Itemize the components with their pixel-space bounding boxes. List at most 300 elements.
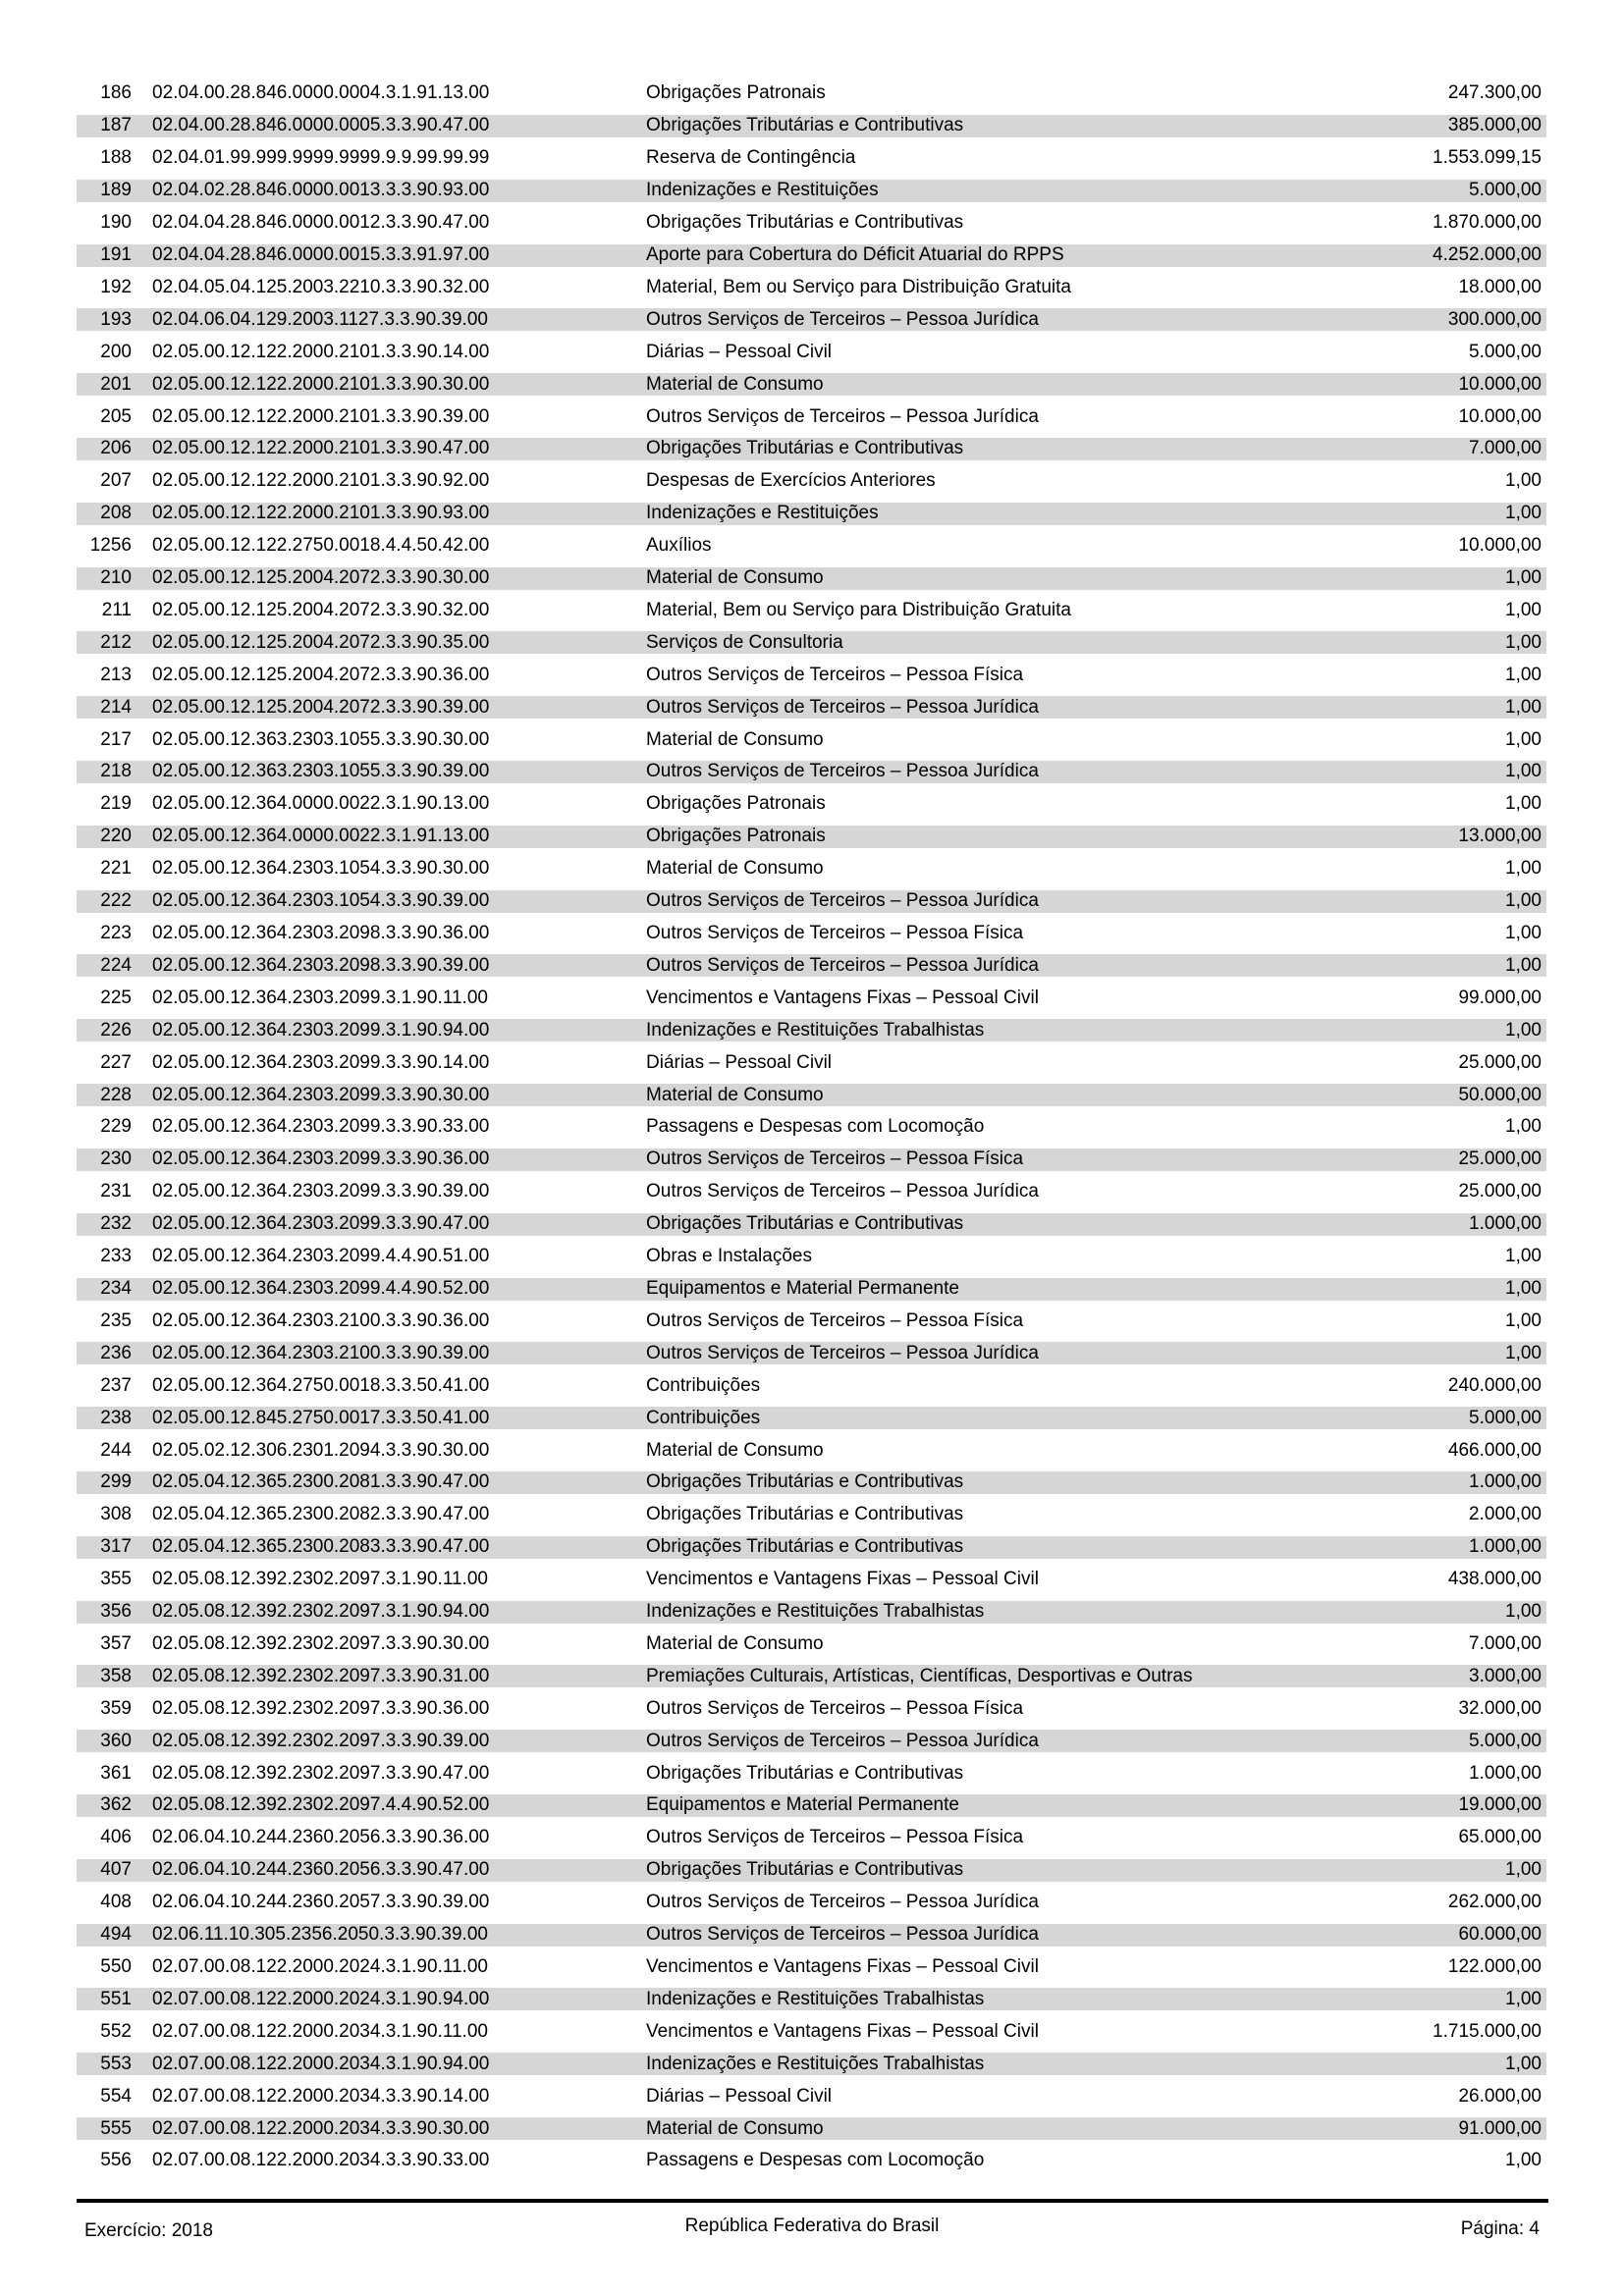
value-cell: 60.000,00 <box>1458 1924 1542 1946</box>
row-number-cell: 220 <box>100 826 132 847</box>
value-cell: 25.000,00 <box>1458 1148 1542 1170</box>
budget-code-cell: 02.04.02.28.846.0000.0013.3.3.90.93.00 <box>152 180 490 201</box>
budget-code-cell: 02.05.08.12.392.2302.2097.3.3.90.36.00 <box>152 1697 490 1719</box>
budget-code-cell: 02.05.00.12.363.2303.1055.3.3.90.30.00 <box>152 728 490 750</box>
description-cell: Material de Consumo <box>646 728 824 750</box>
budget-code-cell: 02.05.00.12.364.2303.2099.4.4.90.52.00 <box>152 1277 490 1299</box>
row-number-cell: 552 <box>100 2020 132 2042</box>
value-cell: 10.000,00 <box>1458 405 1542 427</box>
row-number-cell: 210 <box>100 567 132 589</box>
table-row <box>77 1983 1546 2015</box>
budget-code-cell: 02.05.00.12.364.0000.0022.3.1.90.13.00 <box>152 793 490 815</box>
description-cell: Indenizações e Restituições Trabalhistas <box>646 1019 985 1041</box>
row-number-cell: 238 <box>100 1407 132 1428</box>
description-cell: Material de Consumo <box>646 373 824 395</box>
description-cell: Outros Serviços de Terceiros – Pessoa Jurídica <box>646 1181 1039 1202</box>
row-number-cell: 358 <box>100 1665 132 1686</box>
row-number-cell: 214 <box>100 696 132 718</box>
row-number-cell: 235 <box>100 1309 132 1331</box>
row-number-cell: 362 <box>100 1794 132 1816</box>
description-cell: Despesas de Exercícios Anteriores <box>646 470 936 492</box>
budget-code-cell: 02.05.02.12.306.2301.2094.3.3.90.30.00 <box>152 1439 490 1461</box>
row-number-cell: 408 <box>100 1892 132 1913</box>
budget-code-cell: 02.05.00.12.364.2303.2099.3.1.90.94.00 <box>152 1019 490 1041</box>
row-number-cell: 224 <box>100 954 132 976</box>
budget-code-cell: 02.05.08.12.392.2302.2097.3.1.90.11.00 <box>152 1569 488 1590</box>
budget-code-cell: 02.05.00.12.364.2303.2100.3.3.90.39.00 <box>152 1342 490 1363</box>
table-row <box>77 1564 1546 1596</box>
description-cell: Equipamentos e Material Permanente <box>646 1794 959 1816</box>
table-row <box>77 336 1546 368</box>
table-row <box>77 1305 1546 1337</box>
table-row <box>77 659 1546 691</box>
budget-code-cell: 02.07.00.08.122.2000.2034.3.1.90.11.00 <box>152 2020 488 2042</box>
row-number-cell: 186 <box>100 82 132 104</box>
description-cell: Indenizações e Restituições <box>646 180 879 201</box>
table-row <box>77 433 1546 465</box>
description-cell: Obrigações Tributárias e Contributivas <box>646 438 964 459</box>
value-cell: 1,00 <box>1505 664 1542 685</box>
table-row <box>77 1919 1546 1951</box>
row-number-cell: 229 <box>100 1116 132 1138</box>
budget-code-cell: 02.05.00.12.125.2004.2072.3.3.90.39.00 <box>152 696 490 718</box>
row-number-cell: 187 <box>100 115 132 136</box>
description-cell: Obrigações Tributárias e Contributivas <box>646 1471 964 1493</box>
budget-code-cell: 02.05.00.12.364.2303.2099.4.4.90.51.00 <box>152 1246 490 1267</box>
value-cell: 25.000,00 <box>1458 1181 1542 1202</box>
description-cell: Outros Serviços de Terceiros – Pessoa Jurídica <box>646 405 1039 427</box>
value-cell: 438.000,00 <box>1447 1569 1542 1590</box>
table-row <box>77 853 1546 885</box>
budget-code-cell: 02.05.00.12.364.2303.1054.3.3.90.30.00 <box>152 858 490 880</box>
row-number-cell: 1256 <box>89 535 132 557</box>
value-cell: 1.000,00 <box>1469 1536 1542 1558</box>
description-cell: Outros Serviços de Terceiros – Pessoa Jurídica <box>646 696 1039 718</box>
row-number-cell: 317 <box>100 1536 132 1558</box>
budget-code-cell: 02.05.00.12.364.2303.2100.3.3.90.36.00 <box>152 1309 490 1331</box>
budget-code-cell: 02.05.00.12.125.2004.2072.3.3.90.35.00 <box>152 631 490 653</box>
footer-divider <box>77 2199 1548 2203</box>
budget-code-cell: 02.07.00.08.122.2000.2034.3.1.90.94.00 <box>152 2053 490 2074</box>
table-row <box>77 885 1546 918</box>
value-cell: 1,00 <box>1505 567 1542 589</box>
budget-code-cell: 02.05.00.12.364.2303.2098.3.3.90.36.00 <box>152 923 490 944</box>
description-cell: Contribuições <box>646 1374 761 1396</box>
budget-code-cell: 02.05.00.12.122.2750.0018.4.4.50.42.00 <box>152 535 490 557</box>
budget-code-cell: 02.04.00.28.846.0000.0005.3.3.90.47.00 <box>152 115 490 136</box>
budget-code-cell: 02.05.00.12.122.2000.2101.3.3.90.30.00 <box>152 373 490 395</box>
budget-code-cell: 02.05.00.12.845.2750.0017.3.3.50.41.00 <box>152 1407 490 1428</box>
description-cell: Obras e Instalações <box>646 1246 812 1267</box>
row-number-cell: 236 <box>100 1342 132 1363</box>
row-number-cell: 299 <box>100 1471 132 1493</box>
description-cell: Material de Consumo <box>646 2117 824 2139</box>
table-row <box>77 207 1546 240</box>
table-row <box>77 303 1546 336</box>
table-row <box>77 918 1546 950</box>
description-cell: Aporte para Cobertura do Déficit Atuarial do RPPS <box>646 243 1064 265</box>
description-cell: Outros Serviços de Terceiros – Pessoa Física <box>646 1697 1024 1719</box>
description-cell: Outros Serviços de Terceiros – Pessoa Física <box>646 1309 1024 1331</box>
budget-code-cell: 02.05.00.12.125.2004.2072.3.3.90.32.00 <box>152 599 490 620</box>
table-row <box>77 1757 1546 1789</box>
description-cell: Material de Consumo <box>646 1439 824 1461</box>
table-row <box>77 1887 1546 1919</box>
row-number-cell: 201 <box>100 373 132 395</box>
budget-code-cell: 02.05.00.12.122.2000.2101.3.3.90.93.00 <box>152 503 490 524</box>
value-cell: 1,00 <box>1505 2150 1542 2171</box>
table-row <box>77 240 1546 272</box>
budget-code-cell: 02.06.11.10.305.2356.2050.3.3.90.39.00 <box>152 1924 488 1946</box>
table-row <box>77 1176 1546 1208</box>
table-row <box>77 368 1546 400</box>
description-cell: Material, Bem ou Serviço para Distribuição Gratuita <box>646 599 1071 620</box>
budget-code-cell: 02.05.00.12.122.2000.2101.3.3.90.47.00 <box>152 438 490 459</box>
description-cell: Outros Serviços de Terceiros – Pessoa Jurídica <box>646 1342 1039 1363</box>
budget-code-cell: 02.05.08.12.392.2302.2097.3.3.90.31.00 <box>152 1665 490 1686</box>
row-number-cell: 200 <box>100 341 132 362</box>
budget-table <box>77 78 1546 2177</box>
table-row <box>77 1369 1546 1402</box>
description-cell: Outros Serviços de Terceiros – Pessoa Jurídica <box>646 890 1039 912</box>
description-cell: Outros Serviços de Terceiros – Pessoa Física <box>646 1148 1024 1170</box>
row-number-cell: 359 <box>100 1697 132 1719</box>
row-number-cell: 234 <box>100 1277 132 1299</box>
budget-code-cell: 02.05.00.12.364.0000.0022.3.1.91.13.00 <box>152 826 490 847</box>
row-number-cell: 228 <box>100 1084 132 1105</box>
description-cell: Material de Consumo <box>646 567 824 589</box>
description-cell: Indenizações e Restituições Trabalhistas <box>646 2053 985 2074</box>
budget-code-cell: 02.05.00.12.122.2000.2101.3.3.90.39.00 <box>152 405 490 427</box>
value-cell: 1,00 <box>1505 1116 1542 1138</box>
budget-code-cell: 02.06.04.10.244.2360.2057.3.3.90.39.00 <box>152 1892 490 1913</box>
row-number-cell: 361 <box>100 1762 132 1784</box>
description-cell: Outros Serviços de Terceiros – Pessoa Jurídica <box>646 308 1039 330</box>
budget-code-cell: 02.07.00.08.122.2000.2024.3.1.90.94.00 <box>152 1988 490 2009</box>
description-cell: Auxílios <box>646 535 712 557</box>
budget-code-cell: 02.05.00.12.364.2303.2098.3.3.90.39.00 <box>152 954 490 976</box>
value-cell: 1.553.099,15 <box>1433 147 1542 169</box>
value-cell: 1,00 <box>1505 1019 1542 1041</box>
table-row <box>77 562 1546 595</box>
value-cell: 1.715.000,00 <box>1433 2020 1542 2042</box>
row-number-cell: 494 <box>100 1924 132 1946</box>
value-cell: 1.000,00 <box>1469 1213 1542 1235</box>
row-number-cell: 406 <box>100 1827 132 1848</box>
row-number-cell: 212 <box>100 631 132 653</box>
table-row <box>77 2015 1546 2048</box>
row-number-cell: 233 <box>100 1246 132 1267</box>
value-cell: 1,00 <box>1505 1342 1542 1363</box>
row-number-cell: 221 <box>100 858 132 880</box>
value-cell: 19.000,00 <box>1458 1794 1542 1816</box>
budget-code-cell: 02.05.04.12.365.2300.2081.3.3.90.47.00 <box>152 1471 490 1493</box>
description-cell: Indenizações e Restituições Trabalhistas <box>646 1601 985 1623</box>
description-cell: Outros Serviços de Terceiros – Pessoa Física <box>646 1827 1024 1848</box>
budget-code-cell: 02.05.00.12.364.2303.2099.3.1.90.11.00 <box>152 987 488 1008</box>
footer-page-label: Página: 4 <box>1460 2218 1540 2239</box>
table-row <box>77 2112 1546 2145</box>
description-cell: Material de Consumo <box>646 858 824 880</box>
description-cell: Outros Serviços de Terceiros – Pessoa Jurídica <box>646 1730 1039 1751</box>
description-cell: Indenizações e Restituições Trabalhistas <box>646 1988 985 2009</box>
table-row <box>77 1951 1546 1984</box>
row-number-cell: 193 <box>100 308 132 330</box>
table-row <box>77 626 1546 659</box>
table-row <box>77 1337 1546 1369</box>
table-row <box>77 465 1546 498</box>
budget-code-cell: 02.07.00.08.122.2000.2024.3.1.90.11.00 <box>152 1956 488 1978</box>
value-cell: 4.252.000,00 <box>1433 243 1542 265</box>
table-row <box>77 949 1546 982</box>
budget-code-cell: 02.05.00.12.364.2303.2099.3.3.90.30.00 <box>152 1084 490 1105</box>
budget-code-cell: 02.05.00.12.364.2303.1054.3.3.90.39.00 <box>152 890 490 912</box>
value-cell: 18.000,00 <box>1458 276 1542 297</box>
description-cell: Outros Serviços de Terceiros – Pessoa Jurídica <box>646 1892 1039 1913</box>
budget-code-cell: 02.07.00.08.122.2000.2034.3.3.90.33.00 <box>152 2150 490 2171</box>
footer-center-text: República Federativa do Brasil <box>684 2216 940 2236</box>
budget-code-cell: 02.05.00.12.364.2303.2099.3.3.90.33.00 <box>152 1116 490 1138</box>
description-cell: Material de Consumo <box>646 1084 824 1105</box>
table-row <box>77 1822 1546 1854</box>
value-cell: 50.000,00 <box>1458 1084 1542 1105</box>
value-cell: 99.000,00 <box>1458 987 1542 1008</box>
row-number-cell: 230 <box>100 1148 132 1170</box>
value-cell: 1,00 <box>1505 503 1542 524</box>
description-cell: Obrigações Tributárias e Contributivas <box>646 1504 964 1525</box>
value-cell: 5.000,00 <box>1469 180 1542 201</box>
value-cell: 1,00 <box>1505 858 1542 880</box>
value-cell: 1,00 <box>1505 728 1542 750</box>
budget-code-cell: 02.05.00.12.122.2000.2101.3.3.90.14.00 <box>152 341 490 362</box>
description-cell: Diárias – Pessoal Civil <box>646 2085 833 2107</box>
table-row <box>77 1531 1546 1564</box>
row-number-cell: 207 <box>100 470 132 492</box>
row-number-cell: 226 <box>100 1019 132 1041</box>
value-cell: 240.000,00 <box>1447 1374 1542 1396</box>
budget-code-cell: 02.05.08.12.392.2302.2097.4.4.90.52.00 <box>152 1794 490 1816</box>
budget-code-cell: 02.05.08.12.392.2302.2097.3.3.90.47.00 <box>152 1762 490 1784</box>
value-cell: 5.000,00 <box>1469 1730 1542 1751</box>
description-cell: Obrigações Tributárias e Contributivas <box>646 1536 964 1558</box>
table-row <box>77 1079 1546 1111</box>
description-cell: Material, Bem ou Serviço para Distribuição Gratuita <box>646 276 1071 297</box>
row-number-cell: 208 <box>100 503 132 524</box>
value-cell: 1,00 <box>1505 923 1542 944</box>
value-cell: 466.000,00 <box>1447 1439 1542 1461</box>
value-cell: 1,00 <box>1505 631 1542 653</box>
value-cell: 1,00 <box>1505 1859 1542 1881</box>
row-number-cell: 225 <box>100 987 132 1008</box>
table-row <box>77 1629 1546 1661</box>
description-cell: Obrigações Tributárias e Contributivas <box>646 115 964 136</box>
description-cell: Obrigações Patronais <box>646 826 826 847</box>
row-number-cell: 356 <box>100 1601 132 1623</box>
row-number-cell: 222 <box>100 890 132 912</box>
table-row <box>77 175 1546 207</box>
budget-code-cell: 02.05.00.12.364.2303.2099.3.3.90.47.00 <box>152 1213 490 1235</box>
row-number-cell: 553 <box>100 2053 132 2074</box>
table-row <box>77 1854 1546 1887</box>
value-cell: 3.000,00 <box>1469 1665 1542 1686</box>
footer-exercise-label: Exercício: 2018 <box>84 2220 213 2241</box>
table-row <box>77 271 1546 303</box>
value-cell: 1,00 <box>1505 793 1542 815</box>
table-row <box>77 1144 1546 1176</box>
table-row <box>77 1499 1546 1531</box>
description-cell: Passagens e Despesas com Locomoção <box>646 2150 985 2171</box>
value-cell: 1,00 <box>1505 761 1542 782</box>
row-number-cell: 237 <box>100 1374 132 1396</box>
budget-code-cell: 02.04.04.28.846.0000.0012.3.3.90.47.00 <box>152 212 490 234</box>
table-row <box>77 1111 1546 1144</box>
row-number-cell: 188 <box>100 147 132 169</box>
table-row <box>77 595 1546 627</box>
budget-code-cell: 02.06.04.10.244.2360.2056.3.3.90.36.00 <box>152 1827 490 1848</box>
value-cell: 385.000,00 <box>1447 115 1542 136</box>
description-cell: Outros Serviços de Terceiros – Pessoa Jurídica <box>646 954 1039 976</box>
row-number-cell: 555 <box>100 2117 132 2139</box>
value-cell: 65.000,00 <box>1458 1827 1542 1848</box>
value-cell: 247.300,00 <box>1447 82 1542 104</box>
table-row <box>77 142 1546 175</box>
row-number-cell: 211 <box>101 599 132 620</box>
budget-code-cell: 02.05.00.12.364.2303.2099.3.3.90.39.00 <box>152 1181 490 1202</box>
description-cell: Contribuições <box>646 1407 761 1428</box>
row-number-cell: 190 <box>100 212 132 234</box>
budget-code-cell: 02.05.00.12.364.2750.0018.3.3.50.41.00 <box>152 1374 490 1396</box>
row-number-cell: 227 <box>100 1051 132 1073</box>
row-number-cell: 551 <box>100 1988 132 2009</box>
row-number-cell: 360 <box>100 1730 132 1751</box>
value-cell: 1,00 <box>1505 954 1542 976</box>
value-cell: 13.000,00 <box>1458 826 1542 847</box>
row-number-cell: 355 <box>100 1569 132 1590</box>
budget-code-cell: 02.07.00.08.122.2000.2034.3.3.90.30.00 <box>152 2117 490 2139</box>
value-cell: 300.000,00 <box>1447 308 1542 330</box>
table-row <box>77 1046 1546 1079</box>
table-row <box>77 1725 1546 1757</box>
table-row <box>77 1660 1546 1692</box>
budget-code-cell: 02.04.06.04.129.2003.1127.3.3.90.39.00 <box>152 308 488 330</box>
table-row <box>77 691 1546 723</box>
description-cell: Outros Serviços de Terceiros – Pessoa Jurídica <box>646 761 1039 782</box>
row-number-cell: 550 <box>100 1956 132 1978</box>
table-row <box>77 530 1546 562</box>
budget-code-cell: 02.04.05.04.125.2003.2210.3.3.90.32.00 <box>152 276 490 297</box>
table-row <box>77 2048 1546 2080</box>
value-cell: 1.870.000,00 <box>1433 212 1542 234</box>
value-cell: 2.000,00 <box>1469 1504 1542 1525</box>
value-cell: 25.000,00 <box>1458 1051 1542 1073</box>
description-cell: Diárias – Pessoal Civil <box>646 1051 833 1073</box>
value-cell: 5.000,00 <box>1469 341 1542 362</box>
description-cell: Outros Serviços de Terceiros – Pessoa Física <box>646 923 1024 944</box>
row-number-cell: 223 <box>100 923 132 944</box>
value-cell: 1,00 <box>1505 1601 1542 1623</box>
row-number-cell: 217 <box>100 728 132 750</box>
value-cell: 1,00 <box>1505 890 1542 912</box>
table-row <box>77 1692 1546 1725</box>
budget-code-cell: 02.05.00.12.363.2303.1055.3.3.90.39.00 <box>152 761 490 782</box>
value-cell: 1,00 <box>1505 1309 1542 1331</box>
table-row <box>77 1402 1546 1434</box>
budget-code-cell: 02.06.04.10.244.2360.2056.3.3.90.47.00 <box>152 1859 490 1881</box>
row-number-cell: 357 <box>100 1632 132 1654</box>
table-row <box>77 756 1546 788</box>
value-cell: 1,00 <box>1505 470 1542 492</box>
description-cell: Premiações Culturais, Artísticas, Científicas, Desportivas e Outras <box>646 1665 1193 1686</box>
budget-code-cell: 02.05.08.12.392.2302.2097.3.3.90.30.00 <box>152 1632 490 1654</box>
row-number-cell: 556 <box>100 2150 132 2171</box>
budget-code-cell: 02.04.01.99.999.9999.9999.9.9.99.99.99 <box>152 147 490 169</box>
table-row <box>77 2145 1546 2177</box>
value-cell: 10.000,00 <box>1458 373 1542 395</box>
row-number-cell: 554 <box>100 2085 132 2107</box>
table-row <box>77 2080 1546 2112</box>
table-row <box>77 1241 1546 1273</box>
budget-code-cell: 02.05.04.12.365.2300.2083.3.3.90.47.00 <box>152 1536 490 1558</box>
table-row <box>77 1208 1546 1241</box>
budget-code-cell: 02.05.08.12.392.2302.2097.3.3.90.39.00 <box>152 1730 490 1751</box>
description-cell: Material de Consumo <box>646 1632 824 1654</box>
budget-code-cell: 02.05.00.12.122.2000.2101.3.3.90.92.00 <box>152 470 490 492</box>
budget-code-cell: 02.05.00.12.125.2004.2072.3.3.90.30.00 <box>152 567 490 589</box>
value-cell: 122.000,00 <box>1447 1956 1542 1978</box>
table-row <box>77 498 1546 530</box>
description-cell: Obrigações Patronais <box>646 82 826 104</box>
row-number-cell: 218 <box>100 761 132 782</box>
description-cell: Obrigações Tributárias e Contributivas <box>646 212 964 234</box>
table-row <box>77 1467 1546 1499</box>
value-cell: 7.000,00 <box>1469 1632 1542 1654</box>
value-cell: 1,00 <box>1505 696 1542 718</box>
row-number-cell: 232 <box>100 1213 132 1235</box>
value-cell: 1,00 <box>1505 1277 1542 1299</box>
value-cell: 262.000,00 <box>1447 1892 1542 1913</box>
row-number-cell: 407 <box>100 1859 132 1881</box>
description-cell: Passagens e Despesas com Locomoção <box>646 1116 985 1138</box>
value-cell: 1,00 <box>1505 2053 1542 2074</box>
description-cell: Diárias – Pessoal Civil <box>646 341 833 362</box>
row-number-cell: 308 <box>100 1504 132 1525</box>
row-number-cell: 206 <box>100 438 132 459</box>
description-cell: Outros Serviços de Terceiros – Pessoa Jurídica <box>646 1924 1039 1946</box>
value-cell: 1.000,00 <box>1469 1762 1542 1784</box>
row-number-cell: 189 <box>100 180 132 201</box>
description-cell: Reserva de Contingência <box>646 147 856 169</box>
table-row <box>77 788 1546 821</box>
table-row <box>77 1596 1546 1629</box>
table-row <box>77 1273 1546 1306</box>
budget-code-cell: 02.05.00.12.364.2303.2099.3.3.90.36.00 <box>152 1148 490 1170</box>
value-cell: 26.000,00 <box>1458 2085 1542 2107</box>
value-cell: 1,00 <box>1505 1988 1542 2009</box>
budget-code-cell: 02.04.04.28.846.0000.0015.3.3.91.97.00 <box>152 243 490 265</box>
row-number-cell: 244 <box>100 1439 132 1461</box>
row-number-cell: 213 <box>100 664 132 685</box>
value-cell: 10.000,00 <box>1458 535 1542 557</box>
description-cell: Obrigações Tributárias e Contributivas <box>646 1213 964 1235</box>
table-row <box>77 982 1546 1014</box>
row-number-cell: 219 <box>100 793 132 815</box>
description-cell: Vencimentos e Vantagens Fixas – Pessoal Civil <box>646 987 1039 1008</box>
value-cell: 91.000,00 <box>1458 2117 1542 2139</box>
value-cell: 5.000,00 <box>1469 1407 1542 1428</box>
table-row <box>77 1789 1546 1822</box>
table-row <box>77 821 1546 853</box>
description-cell: Vencimentos e Vantagens Fixas – Pessoal Civil <box>646 1569 1039 1590</box>
